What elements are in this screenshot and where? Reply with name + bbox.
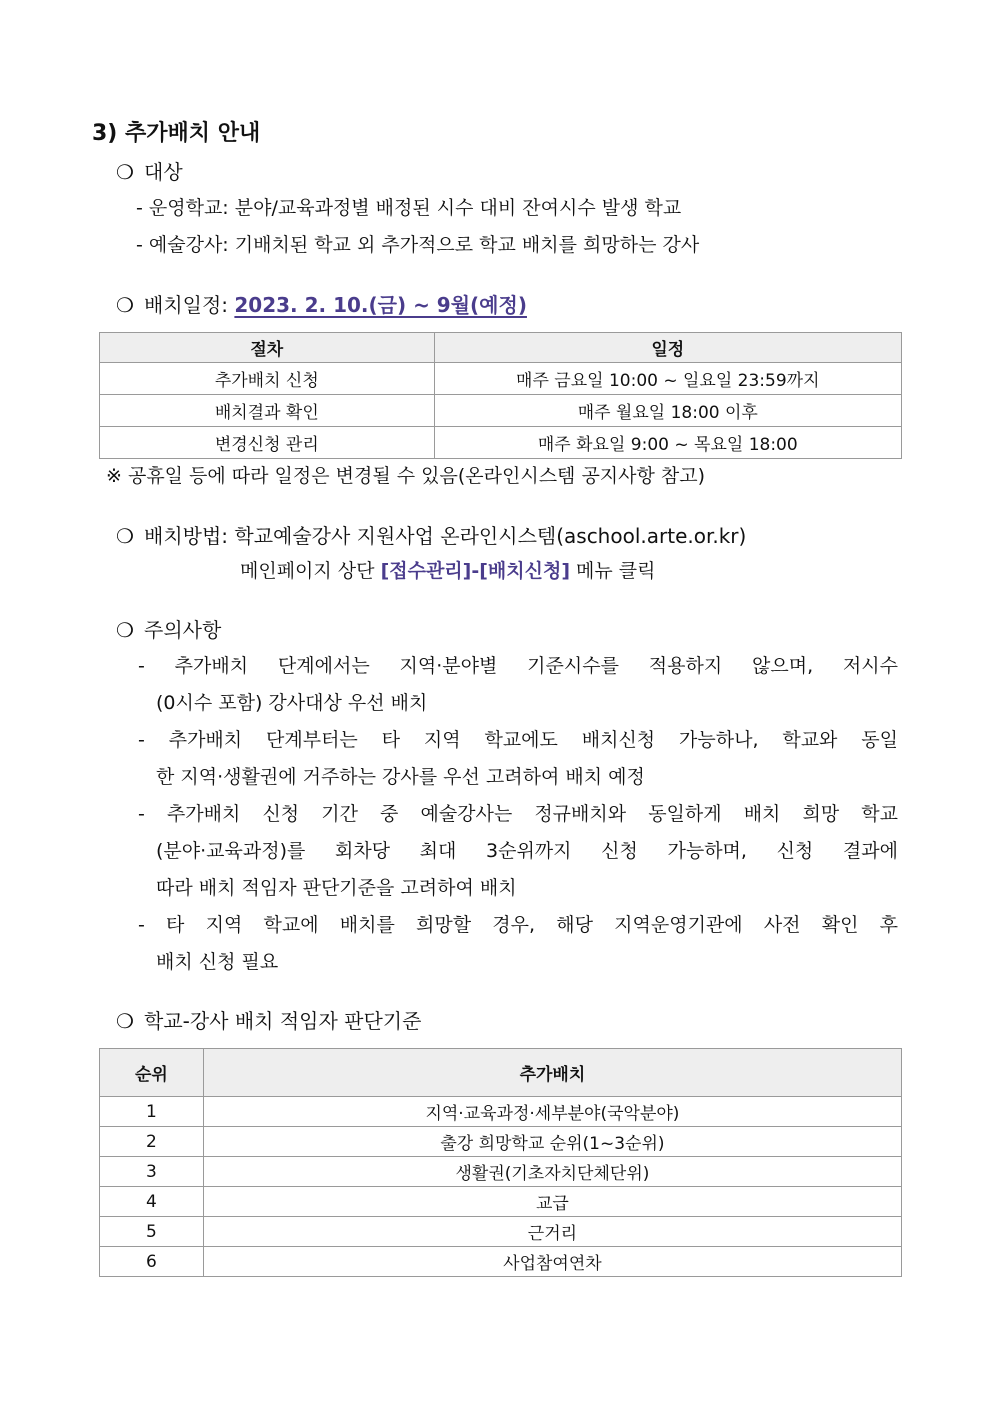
table-row (100, 427, 902, 459)
table-row (100, 1097, 902, 1127)
table-row (100, 1187, 902, 1217)
table-cell: 변경신청 관리 (100, 427, 435, 459)
table-row (100, 1157, 902, 1187)
target-item-school: - 운영학교: 분야/교육과정별 배정된 시수 대비 잔여시수 발생 학교 (136, 197, 682, 219)
table-cell: 매주 금요일 10:00 ~ 일요일 23:59까지 (434, 363, 901, 395)
criteria-label: 학교-강사 배치 적임자 판단기준 (144, 1009, 422, 1033)
circle-bullet-icon: ❍ (116, 293, 134, 317)
table-cell: 배치결과 확인 (100, 395, 435, 427)
caution-text-line: - 추가배치 신청 기간 중 예술강사는 정규배치와 동일하게 배치 희망 학교 (138, 803, 898, 825)
method-prefix: 메인페이지 상단 (240, 560, 381, 582)
table-cell: 사업참여연차 (203, 1247, 901, 1277)
table-cell: 매주 화요일 9:00 ~ 목요일 18:00 (434, 427, 901, 459)
schedule-period: 2023. 2. 10.(금) ~ 9월(예정) (234, 293, 527, 317)
cautions-label: 주의사항 (144, 618, 222, 642)
method-line (116, 520, 746, 549)
circle-bullet-icon: ❍ (116, 1009, 134, 1033)
criteria-line (116, 1005, 421, 1034)
table-cell: 생활권(기초자치단체단위) (203, 1157, 901, 1187)
caution-text-line: (0시수 포함) 강사대상 우선 배치 (156, 692, 428, 714)
caution-text-line: 배치 신청 필요 (156, 951, 279, 973)
caution-text-line: 한 지역·생활권에 거주하는 강사를 우선 고려하여 배치 예정 (156, 766, 645, 788)
target-item-instructor: - 예술강사: 기배치된 학교 외 추가적으로 학교 배치를 희망하는 강사 (136, 234, 700, 256)
circle-bullet-icon: ❍ (116, 618, 134, 642)
caution-text-line: 따라 배치 적임자 판단기준을 고려하여 배치 (156, 877, 517, 899)
method-line-2 (240, 556, 656, 583)
schedule-header-date: 일정 (434, 333, 901, 363)
table-cell: 5 (100, 1217, 204, 1247)
table-cell: 교급 (203, 1187, 901, 1217)
circle-bullet-icon: ❍ (116, 524, 134, 548)
table-cell: 4 (100, 1187, 204, 1217)
caution-text-line: - 추가배치 단계부터는 타 지역 학교에도 배치신청 가능하나, 학교와 동일 (138, 729, 898, 751)
method-menu-path: [접수관리]-[배치신청] (380, 560, 571, 582)
table-cell: 지역·교육과정·세부분야(국악분야) (203, 1097, 901, 1127)
section-heading: 3) 추가배치 안내 (92, 121, 261, 146)
circle-bullet-icon: ❍ (116, 160, 134, 184)
table-row (100, 395, 902, 427)
table-row (100, 1217, 902, 1247)
criteria-header-rank: 순위 (100, 1049, 204, 1097)
table-cell: 근거리 (203, 1217, 901, 1247)
target-label: 대상 (144, 160, 183, 184)
table-cell: 2 (100, 1127, 204, 1157)
table-cell: 매주 월요일 18:00 이후 (434, 395, 901, 427)
schedule-line (116, 289, 527, 318)
schedule-note: ※ 공휴일 등에 따라 일정은 변경될 수 있음(온라인시스템 공지사항 참고) (106, 465, 706, 487)
caution-text-line: (분야·교육과정)를 회차당 최대 3순위까지 신청 가능하며, 신청 결과에 (156, 840, 898, 862)
table-cell: 3 (100, 1157, 204, 1187)
schedule-header-step: 절차 (100, 333, 435, 363)
caution-text-line: - 추가배치 단계에서는 지역·분야별 기준시수를 적용하지 않으며, 저시수 (138, 655, 898, 677)
target-bullet-line (116, 156, 183, 185)
table-row (100, 1127, 902, 1157)
table-cell: 1 (100, 1097, 204, 1127)
schedule-label: 배치일정: (144, 293, 235, 317)
table-cell: 출강 희망학교 순위(1~3순위) (203, 1127, 901, 1157)
table-cell: 6 (100, 1247, 204, 1277)
caution-text-line: - 타 지역 학교에 배치를 희망할 경우, 해당 지역운영기관에 사전 확인 후 (138, 914, 898, 936)
criteria-header-additional: 추가배치 (203, 1049, 901, 1097)
table-row (100, 1247, 902, 1277)
method-label: 배치방법: 학교예술강사 지원사업 온라인시스템(aschool.arte.or.kr) (144, 524, 747, 548)
table-cell: 추가배치 신청 (100, 363, 435, 395)
cautions-line (116, 614, 221, 643)
method-suffix: 메뉴 클릭 (570, 560, 656, 582)
table-row (100, 363, 902, 395)
criteria-table (99, 1048, 902, 1277)
schedule-table (99, 332, 902, 459)
